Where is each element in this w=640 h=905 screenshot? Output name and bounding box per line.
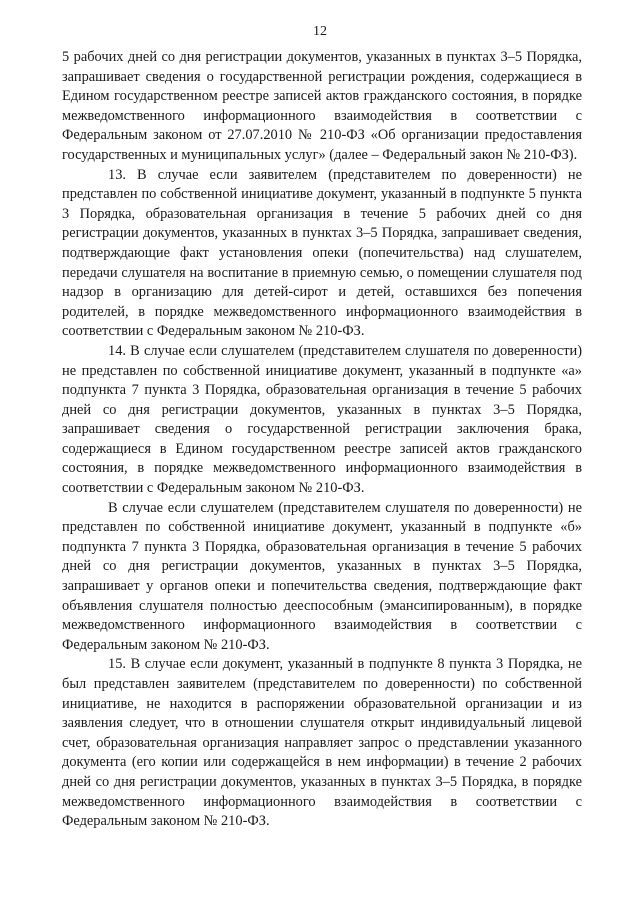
paragraph-item-14: 14. В случае если слушателем (представителем слушателя по доверенности) не представлен по собственной инициативе документ, указанный в подпункте «а» подпункта 7 пункта 3 Порядка, образовательная организация в течение 5 рабочих дней со дня регистрации документов, указанных в пунктах 3–5 Порядка, запрашивает сведения о государственной регистрации заключения брака, содержащиеся в Едином государственном реестре записей актов гражданского состояния, в порядке межведомственного информационного взаимодействия в соответствии с Федеральным законом № 210-ФЗ. [62,342,582,497]
paragraph-continuation: 5 рабочих дней со дня регистрации документов, указанных в пунктах 3–5 Порядка, запрашивает сведения о государственной регистрации рождения, содержащиеся в Едином государственном реестре записей актов гражданского состояния, в порядке межведомственного информационного взаимодействия в соответствии с Федеральным законом от 27.07.2010 № 210-ФЗ «Об организации предоставления государственных и муниципальных услуг» (далее – Федеральный закон № 210-ФЗ). [62,49,582,163]
page-number: 12 [313,24,327,39]
document-body [62,48,582,832]
paragraph-item-13: 13. В случае если заявителем (представителем по доверенности) не представлен по собственной инициативе документ, указанный в подпункте 5 пункта 3 Порядка, образовательная организация в течение 5 рабочих дней со дня регистрации документов, указанных в пунктах 3–5 Порядка, запрашивает сведения, подтверждающие факт установления опеки (попечительства) над слушателем, передачи слушателя на воспитание в приемную семью, о помещении слушателя под надзор в организацию для детей-сирот и детей, оставшихся без попечения родителей, в порядке межведомственного информационного взаимодействия в соответствии с Федеральным законом № 210-ФЗ. [62,166,582,340]
paragraph-item-15: 15. В случае если документ, указанный в подпункте 8 пункта 3 Порядка, не был представлен заявителем (представителем по доверенности) по собственной инициативе, не находится в распоряжении образовательной организации и из заявления следует, что в отношении слушателя открыт индивидуальный лицевой счет, образовательная организация направляет запрос о представлении указанного документа (его копии или содержащейся в нем информации) в течение 2 рабочих дней со дня регистрации документов, указанных в пунктах 3–5 Порядка, в порядке межведомственного информационного взаимодействия в соответствии с Федеральным законом № 210-ФЗ. [62,656,582,830]
paragraph-item-14-part-2: В случае если слушателем (представителем слушателя по доверенности) не представлен по собственной инициативе документ, указанный в подпункте «б» подпункта 7 пункта 3 Порядка, образовательная организация в течение 5 рабочих дней со дня регистрации документов, указанных в пунктах 3–5 Порядка, запрашивает у органов опеки и попечительства сведения, подтверждающие факт объявления слушателя полностью дееспособным (эмансипированным), в порядке межведомственного информационного взаимодействия в соответствии с Федеральным законом № 210-ФЗ. [62,499,582,653]
